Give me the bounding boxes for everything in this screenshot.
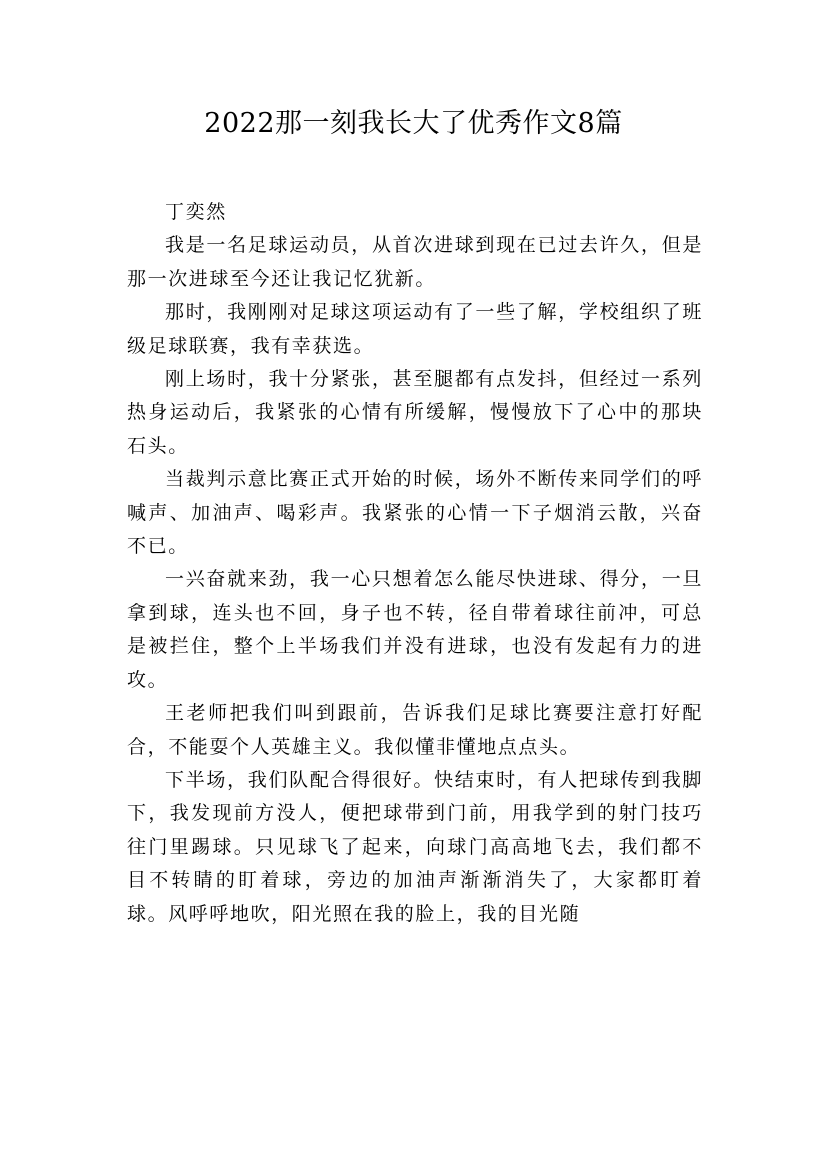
paragraph: 刚上场时，我十分紧张，甚至腿都有点发抖，但经过一系列热身运动后，我紧张的心情有所缓解，慢慢放下了心中的那块石头。 [127, 368, 703, 457]
author-name: 丁奕然 [165, 201, 227, 223]
paragraph: 当裁判示意比赛正式开始的时候，场外不断传来同学们的呼喊声、加油声、喝彩声。我紧张的心情一下子烟消云散，兴奋不已。 [127, 468, 703, 558]
document-title: 2022那一刻我长大了优秀作文8篇 [204, 108, 623, 139]
essay-body [127, 196, 703, 931]
paragraph: 一兴奋就来劲，我一心只想着怎么能尽快进球、得分，一旦拿到球，连头也不回，身子也不转，径自带着球往前冲，可总是被拦住，整个上半场我们并没有进球，也没有发起有力的进攻。 [127, 568, 703, 691]
paragraph: 我是一名足球运动员，从首次进球到现在已过去许久，但是那一次进球至今还让我记忆犹新。 [127, 234, 703, 290]
paragraph: 王老师把我们叫到跟前，告诉我们足球比赛要注意打好配合，不能耍个人英雄主义。我似懂非懂地点点头。 [127, 702, 703, 758]
paragraph: 下半场，我们队配合得很好。快结束时，有人把球传到我脚下，我发现前方没人，便把球带到门前，用我学到的射门技巧往门里踢球。只见球飞了起来，向球门高高地飞去，我们都不目不转睛的盯着球，旁边的加油声渐渐消失了，大家都盯着球。风呼呼地吹，阳光照在我的脸上，我的目光随 [127, 768, 703, 925]
paragraph: 那时，我刚刚对足球这项运动有了一些了解，学校组织了班级足球联赛，我有幸获选。 [127, 301, 703, 357]
